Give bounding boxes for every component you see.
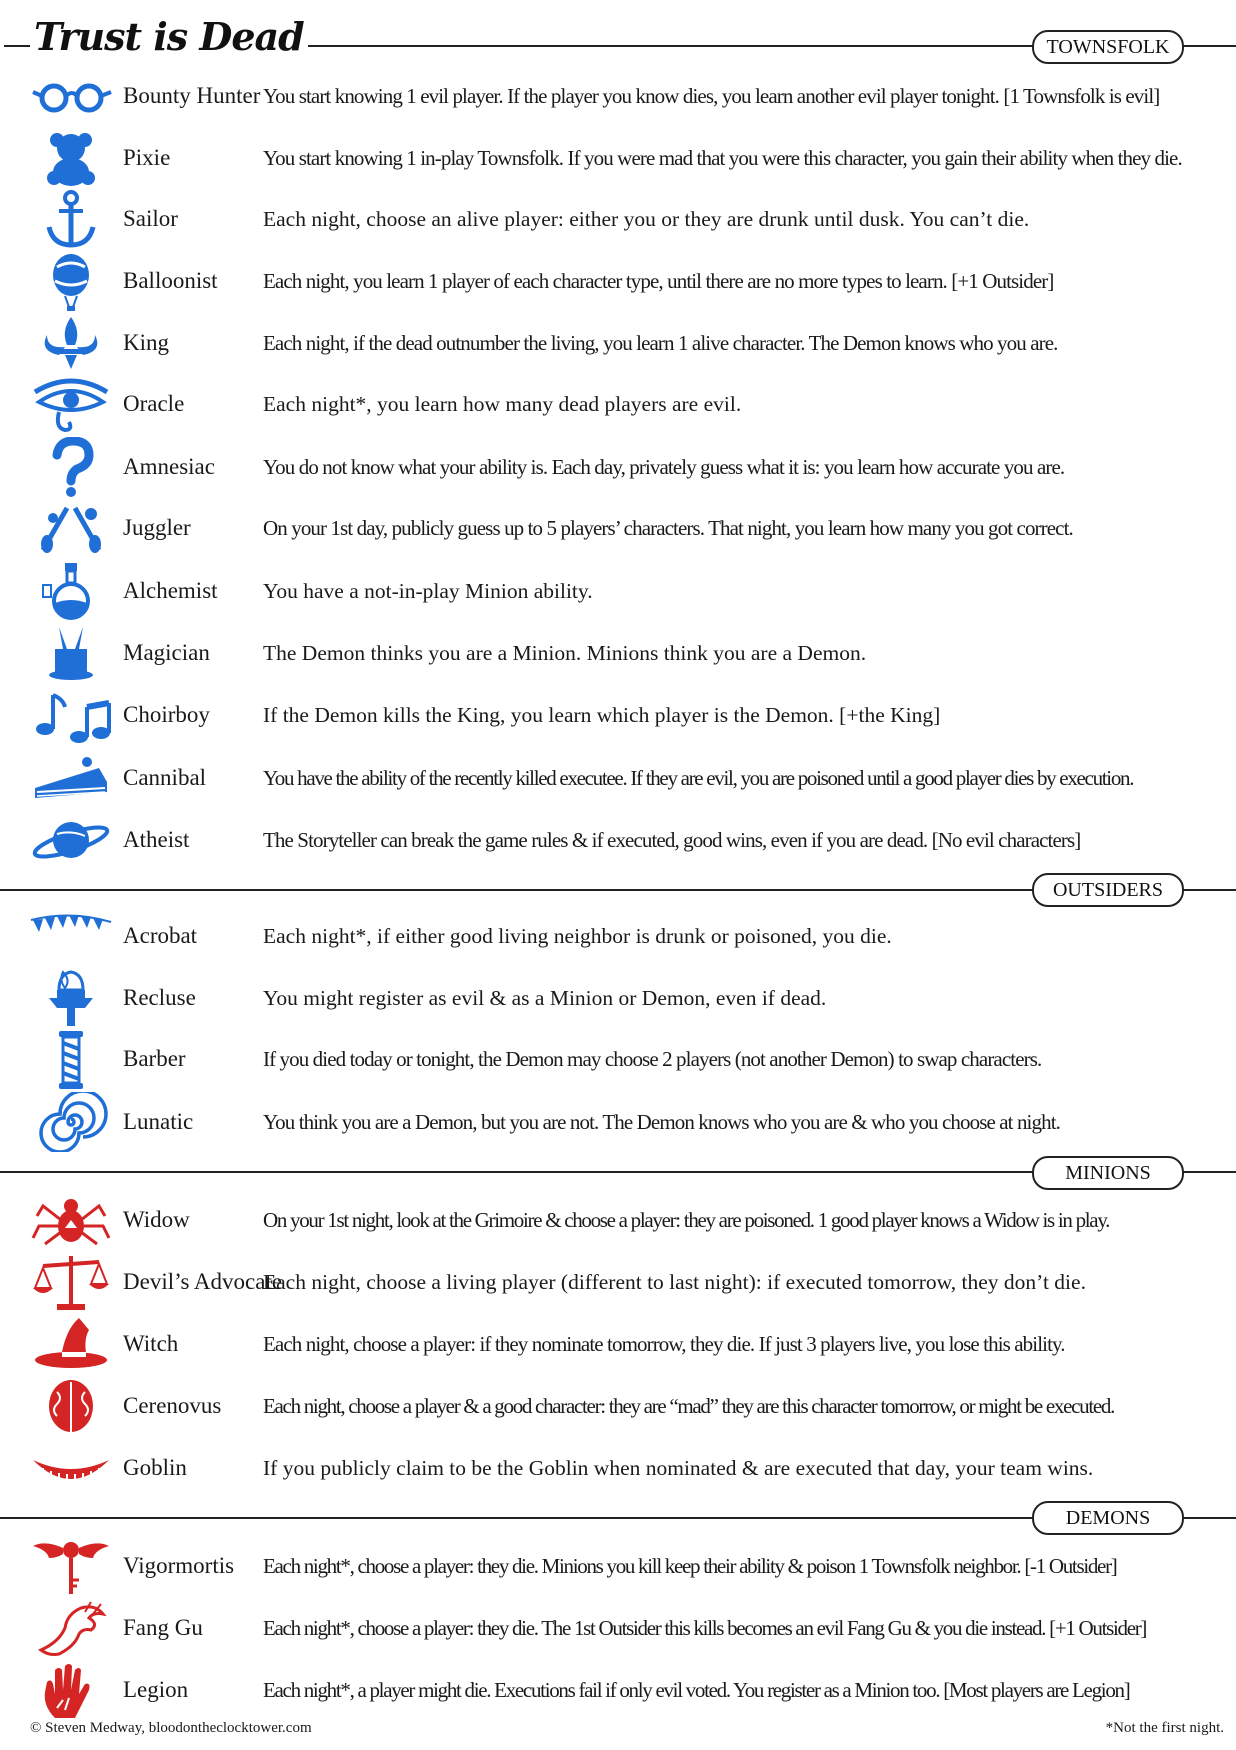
character-ability: Each night, choose a living player (different to last night): if executed tomorrow, they don’t die. — [263, 1270, 1086, 1294]
section-label-demons: DEMONS — [1032, 1501, 1184, 1535]
page-title: Trust is Dead — [30, 14, 308, 59]
character-ability: The Storyteller can break the game rules & if executed, good wins, even if you are dead. [No evil characters] — [263, 828, 1081, 852]
character-ability: Each night, choose a player & a good character: they are “mad” they are this character tomorrow, or might be executed. — [263, 1394, 1115, 1418]
character-ability: You start knowing 1 evil player. If the player you know dies, you learn another evil player tonight. [1 Townsfolk is evil] — [263, 84, 1160, 108]
character-ability: If the Demon kills the King, you learn which player is the Demon. [+the King] — [263, 703, 941, 727]
character-name: Widow — [123, 1207, 190, 1232]
character-name: Cannibal — [123, 765, 207, 790]
character-name: Lunatic — [123, 1109, 194, 1134]
character-row-amnesiac — [0, 437, 1236, 497]
character-ability: Each night*, you learn how many dead players are evil. — [263, 392, 742, 416]
copyright: © Steven Medway, bloodontheclocktower.com — [30, 1720, 312, 1736]
character-name: Goblin — [123, 1455, 187, 1480]
character-row-fang-gu — [0, 1598, 1236, 1658]
character-name: Bounty Hunter — [123, 83, 261, 108]
anchor-icon — [28, 189, 114, 249]
character-name: Atheist — [123, 827, 190, 852]
character-ability: Each night*, if either good living neighbor is drunk or poisoned, you die. — [263, 924, 892, 948]
witch-hat-icon — [28, 1314, 114, 1374]
character-name: Recluse — [123, 985, 196, 1010]
character-name: Witch — [123, 1331, 179, 1356]
character-name: Barber — [123, 1046, 186, 1071]
character-row-acrobat — [0, 906, 1236, 966]
character-row-goblin — [0, 1438, 1236, 1498]
character-ability: If you publicly claim to be the Goblin when nominated & are executed that day, your team wins. — [263, 1456, 1094, 1480]
character-name: Legion — [123, 1677, 189, 1702]
hand-icon — [28, 1660, 114, 1720]
section-label-townsfolk: TOWNSFOLK — [1032, 30, 1184, 64]
character-name: Cerenovus — [123, 1393, 222, 1418]
potion-icon — [28, 561, 114, 621]
character-row-devil-s-advocate — [0, 1252, 1236, 1312]
pie-icon — [28, 748, 114, 808]
fleur-de-lis-icon — [28, 313, 114, 373]
character-row-witch — [0, 1314, 1236, 1374]
character-row-legion — [0, 1660, 1236, 1720]
character-name: King — [123, 330, 169, 355]
character-ability: You do not know what your ability is. Each day, privately guess what it is: you learn how accurate you are. — [263, 455, 1065, 479]
character-name: Balloonist — [123, 268, 218, 293]
character-ability: If you died today or tonight, the Demon may choose 2 players (not another Demon) to swap characters. — [263, 1047, 1042, 1071]
brain-icon — [28, 1376, 114, 1436]
character-ability: Each night, choose an alive player: either you or they are drunk until dusk. You can’t die. — [263, 207, 1030, 231]
character-row-juggler — [0, 498, 1236, 558]
character-ability: Each night*, a player might die. Executions fail if only evil voted. You register as a Minion too. [Most players are Legion] — [263, 1678, 1130, 1702]
character-ability: On your 1st night, look at the Grimoire & choose a player: they are poisoned. 1 good player knows a Widow is in play. — [263, 1208, 1110, 1232]
character-name: Sailor — [123, 206, 178, 231]
dragon-icon — [28, 1598, 114, 1658]
character-name: Vigormortis — [123, 1553, 235, 1578]
character-ability: You might register as evil & as a Minion or Demon, even if dead. — [263, 986, 827, 1010]
character-row-cannibal — [0, 748, 1236, 808]
character-ability: Each night, choose a player: if they nominate tomorrow, they die. If just 3 players live, you lose this ability. — [263, 1332, 1065, 1356]
character-name: Juggler — [123, 515, 191, 540]
character-name: Pixie — [123, 145, 171, 170]
character-row-magician — [0, 623, 1236, 683]
character-row-choirboy — [0, 685, 1236, 745]
character-name: Alchemist — [123, 578, 218, 603]
barber-pole-icon — [28, 1029, 114, 1089]
balloon-icon — [28, 251, 114, 311]
character-row-recluse — [0, 968, 1236, 1028]
character-ability: On your 1st day, publicly guess up to 5 players’ characters. That night, you learn how many you got correct. — [263, 516, 1073, 540]
footnote: *Not the first night. — [1105, 1720, 1224, 1736]
character-row-cerenovus — [0, 1376, 1236, 1436]
section-label-minions: MINIONS — [1032, 1156, 1184, 1190]
character-ability: Each night*, choose a player: they die. The 1st Outsider this kills becomes an evil Fang Gu & you die instead. [+1 Outsider] — [263, 1616, 1147, 1640]
music-notes-icon — [28, 685, 114, 745]
character-ability: Each night, if the dead outnumber the living, you learn 1 alive character. The Demon knows who you are. — [263, 331, 1058, 355]
character-ability: You start knowing 1 in-play Townsfolk. If you were mad that you were this character, you gain their ability when they die. — [263, 146, 1182, 170]
eye-icon — [28, 374, 114, 434]
character-name: Devil’s Advocate — [123, 1269, 283, 1294]
character-row-vigormortis — [0, 1536, 1236, 1596]
character-ability: The Demon thinks you are a Minion. Minions think you are a Demon. — [263, 641, 867, 665]
winged-key-icon — [28, 1536, 114, 1596]
character-name: Oracle — [123, 391, 185, 416]
bunting-icon — [28, 906, 114, 966]
character-row-pixie — [0, 128, 1236, 188]
character-row-sailor — [0, 189, 1236, 249]
character-name: Fang Gu — [123, 1615, 203, 1640]
character-row-atheist — [0, 810, 1236, 870]
character-row-oracle — [0, 374, 1236, 434]
character-row-widow — [0, 1190, 1236, 1250]
question-mark-icon — [28, 437, 114, 497]
planet-icon — [28, 810, 114, 870]
character-ability: You have the ability of the recently killed executee. If they are evil, you are poisoned until a good player dies by execution. — [263, 766, 1134, 790]
character-name: Acrobat — [123, 923, 198, 948]
character-ability: Each night*, choose a player: they die. Minions you kill keep their ability & poison 1 Townsfolk neighbor. [-1 Outsider] — [263, 1554, 1117, 1578]
spider-icon — [28, 1190, 114, 1250]
top-hat-rabbit-icon — [28, 623, 114, 683]
juggling-pins-icon — [28, 498, 114, 558]
teddy-bear-icon — [28, 128, 114, 188]
character-ability: You think you are a Demon, but you are not. The Demon knows who you are & who you choose at night. — [263, 1110, 1060, 1134]
section-label-outsiders: OUTSIDERS — [1032, 873, 1184, 907]
character-row-king — [0, 313, 1236, 373]
grin-icon — [28, 1438, 114, 1498]
character-name: Magician — [123, 640, 210, 665]
character-row-balloonist — [0, 251, 1236, 311]
character-name: Choirboy — [123, 702, 210, 727]
character-name: Amnesiac — [123, 454, 215, 479]
character-ability: Each night, you learn 1 player of each character type, until there are no more types to learn. [+1 Outsider] — [263, 269, 1054, 293]
spiral-icon — [28, 1092, 114, 1152]
character-row-alchemist — [0, 561, 1236, 621]
character-row-barber — [0, 1029, 1236, 1089]
glasses-icon — [28, 66, 114, 126]
character-row-bounty-hunter — [0, 66, 1236, 126]
character-ability: You have a not-in-play Minion ability. — [263, 579, 593, 603]
oil-lamp-icon — [28, 968, 114, 1028]
character-row-lunatic — [0, 1092, 1236, 1152]
scales-icon — [28, 1252, 114, 1312]
